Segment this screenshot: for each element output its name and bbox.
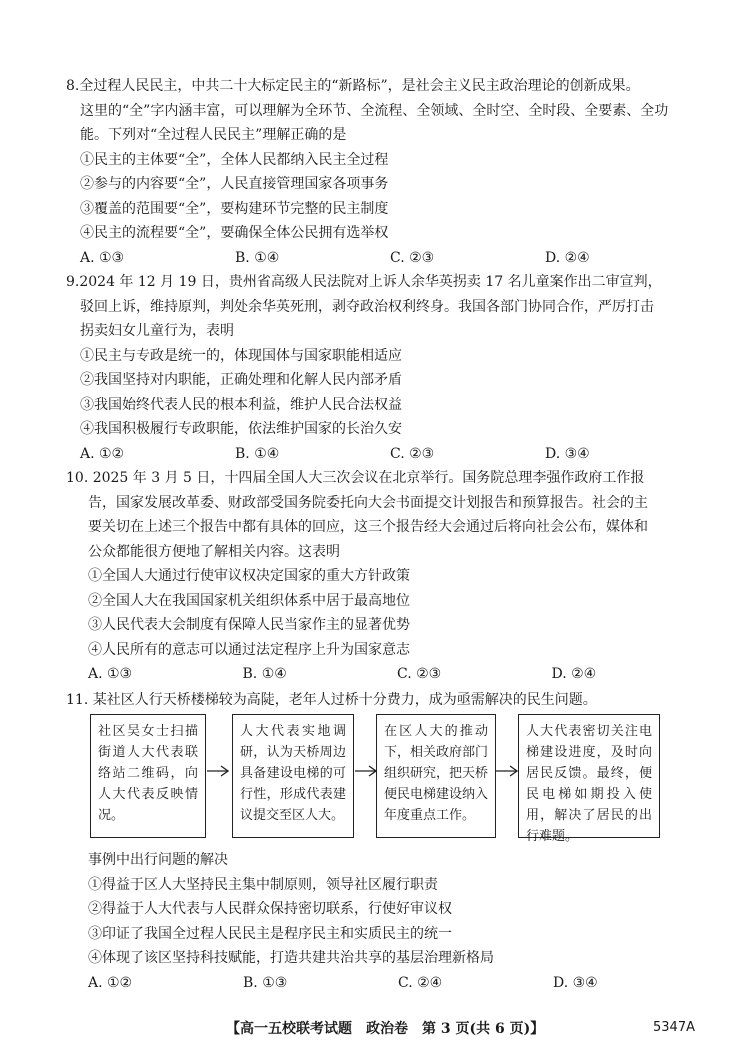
flow-step-1: 社区吴女士扫描街道人大代表联络站二维码，向人大代表反映情况。 — [90, 714, 206, 838]
question-9-stem: 9.2024 年 12 月 19 日，贵州省高级人民法院对上诉人余华英拐卖 17 名儿童案作出二审宣判， 驳回上诉，维持原判，判处余华英死刑，剥夺政治权利终身。我国各部门协同合作，严厉打击 拐卖妇女儿童行为，表明 — [66, 274, 662, 339]
choice-a[interactable]: A. ①③ — [88, 666, 133, 682]
choice-b[interactable]: B. ①④ — [235, 445, 280, 462]
choice-a[interactable]: A. ①② — [88, 974, 133, 991]
choice-c[interactable]: C. ②③ — [397, 666, 442, 682]
question-10 — [66, 466, 706, 687]
question-11-stem: 11. 某社区人行天桥楼梯较为高陡，老年人过桥十分费力，成为亟需解决的民生问题。 — [66, 692, 597, 708]
flow-step-4: 人大代表密切关注电梯建设进度，及时向居民反馈。最终，便民电梯如期投入使用，解决了居民的出行难题。 — [518, 714, 660, 838]
option: ③印证了我国全过程人民民主是程序民主和实质民主的统一 — [88, 925, 452, 942]
choice-b[interactable]: B. ①④ — [235, 249, 280, 266]
option: ①民主与专政是统一的，体现国体与国家职能相适应 — [80, 347, 402, 364]
process-flowchart — [90, 714, 730, 844]
option: ②我国坚持对内职能，正确处理和化解人民内部矛盾 — [80, 372, 402, 388]
choice-d[interactable]: D. ②④ — [545, 249, 590, 266]
choice-d[interactable]: D. ③④ — [545, 445, 590, 462]
option: ①得益于区人大坚持民主集中制原则，领导社区履行职责 — [88, 876, 438, 893]
choice-c[interactable]: C. ②④ — [398, 974, 443, 991]
question-10-stem: 10. 2025 年 3 月 5 日，十四届全国人大三次会议在北京举行。国务院总理李强作政府工作报 告，国家发展改革委、财政部受国务院委托向大会书面提交计划报告和预算报告。社会的主 要关切在上述三个报告中都有具体的回应，这三个报告经大会通过后将向社会公布，媒体和 公众都能很方便地了解相关内容。这表明 — [66, 470, 648, 560]
choice-c[interactable]: C. ②③ — [390, 249, 435, 266]
option: ②参与的内容要“全”，人民直接管理国家各项事务 — [80, 176, 389, 192]
choice-a[interactable]: A. ①② — [80, 445, 125, 462]
page-footer — [0, 1018, 752, 1042]
choice-a[interactable]: A. ①③ — [80, 249, 125, 266]
question-11-options — [88, 848, 708, 995]
choices — [66, 246, 706, 271]
option: ①全国人大通过行使审议权决定国家的重大方针政策 — [88, 568, 410, 584]
choices — [66, 662, 706, 687]
choice-b[interactable]: B. ①③ — [243, 974, 288, 991]
option: ②得益于人大代表与人民群众保持密切联系，行使好审议权 — [88, 901, 452, 917]
paper-code: 5347A — [653, 1020, 695, 1035]
option: ③我国始终代表人民的根本利益，维护人民合法权益 — [80, 396, 402, 413]
question-8 — [66, 74, 706, 270]
choices — [88, 971, 708, 996]
choices — [66, 442, 706, 467]
option: ②全国人大在我国国家机关组织体系中居于最高地位 — [88, 592, 410, 609]
option: ④人民所有的意志可以通过法定程序上升为国家意志 — [88, 641, 410, 658]
arrow-right-icon — [355, 764, 377, 778]
arrow-right-icon — [496, 764, 518, 778]
option: ③覆盖的范围要“全”，要构建环节完整的民主制度 — [80, 200, 389, 217]
option: ④我国积极履行专政职能，依法维护国家的长治久安 — [80, 421, 402, 437]
flow-step-2: 人大代表实地调研，认为天桥周边具备建设电梯的可行性，形成代表建议提交至区人大。 — [232, 714, 354, 838]
flow-step-3: 在区人大的推动下，相关政府部门组织研究，把天桥便民电梯建设纳入年度重点工作。 — [376, 714, 496, 838]
arrow-right-icon — [207, 764, 229, 778]
option: ④民主的流程要“全”，要确保全体公民拥有选举权 — [80, 225, 389, 241]
choice-d[interactable]: D. ③④ — [553, 974, 598, 991]
question-8-stem: 8.全过程人民民主，中共二十大标定民主的“新路标”，是社会主义民主政治理论的创新成果。 这里的“全”字内涵丰富，可以理解为全环节、全流程、全领域、全时空、全时段、全要素、全功 能。下列对“全过程人民民主”理解正确的是 — [66, 78, 669, 143]
choice-d[interactable]: D. ②④ — [551, 666, 597, 682]
option: ④体现了该区坚持科技赋能，打造共建共治共享的基层治理新格局 — [88, 950, 494, 966]
footer-title: 【高一五校联考试题 政治卷 第 3 页(共 6 页)】 — [226, 1021, 545, 1037]
choice-c[interactable]: C. ②③ — [390, 445, 435, 462]
option: ③人民代表大会制度有保障人民当家作主的显著优势 — [88, 617, 410, 633]
choice-b[interactable]: B. ①④ — [242, 666, 287, 682]
question-9 — [66, 270, 706, 466]
question-prompt: 事例中出行问题的解决 — [88, 852, 228, 868]
option: ①民主的主体要“全”，全体人民都纳入民主全过程 — [80, 151, 389, 168]
